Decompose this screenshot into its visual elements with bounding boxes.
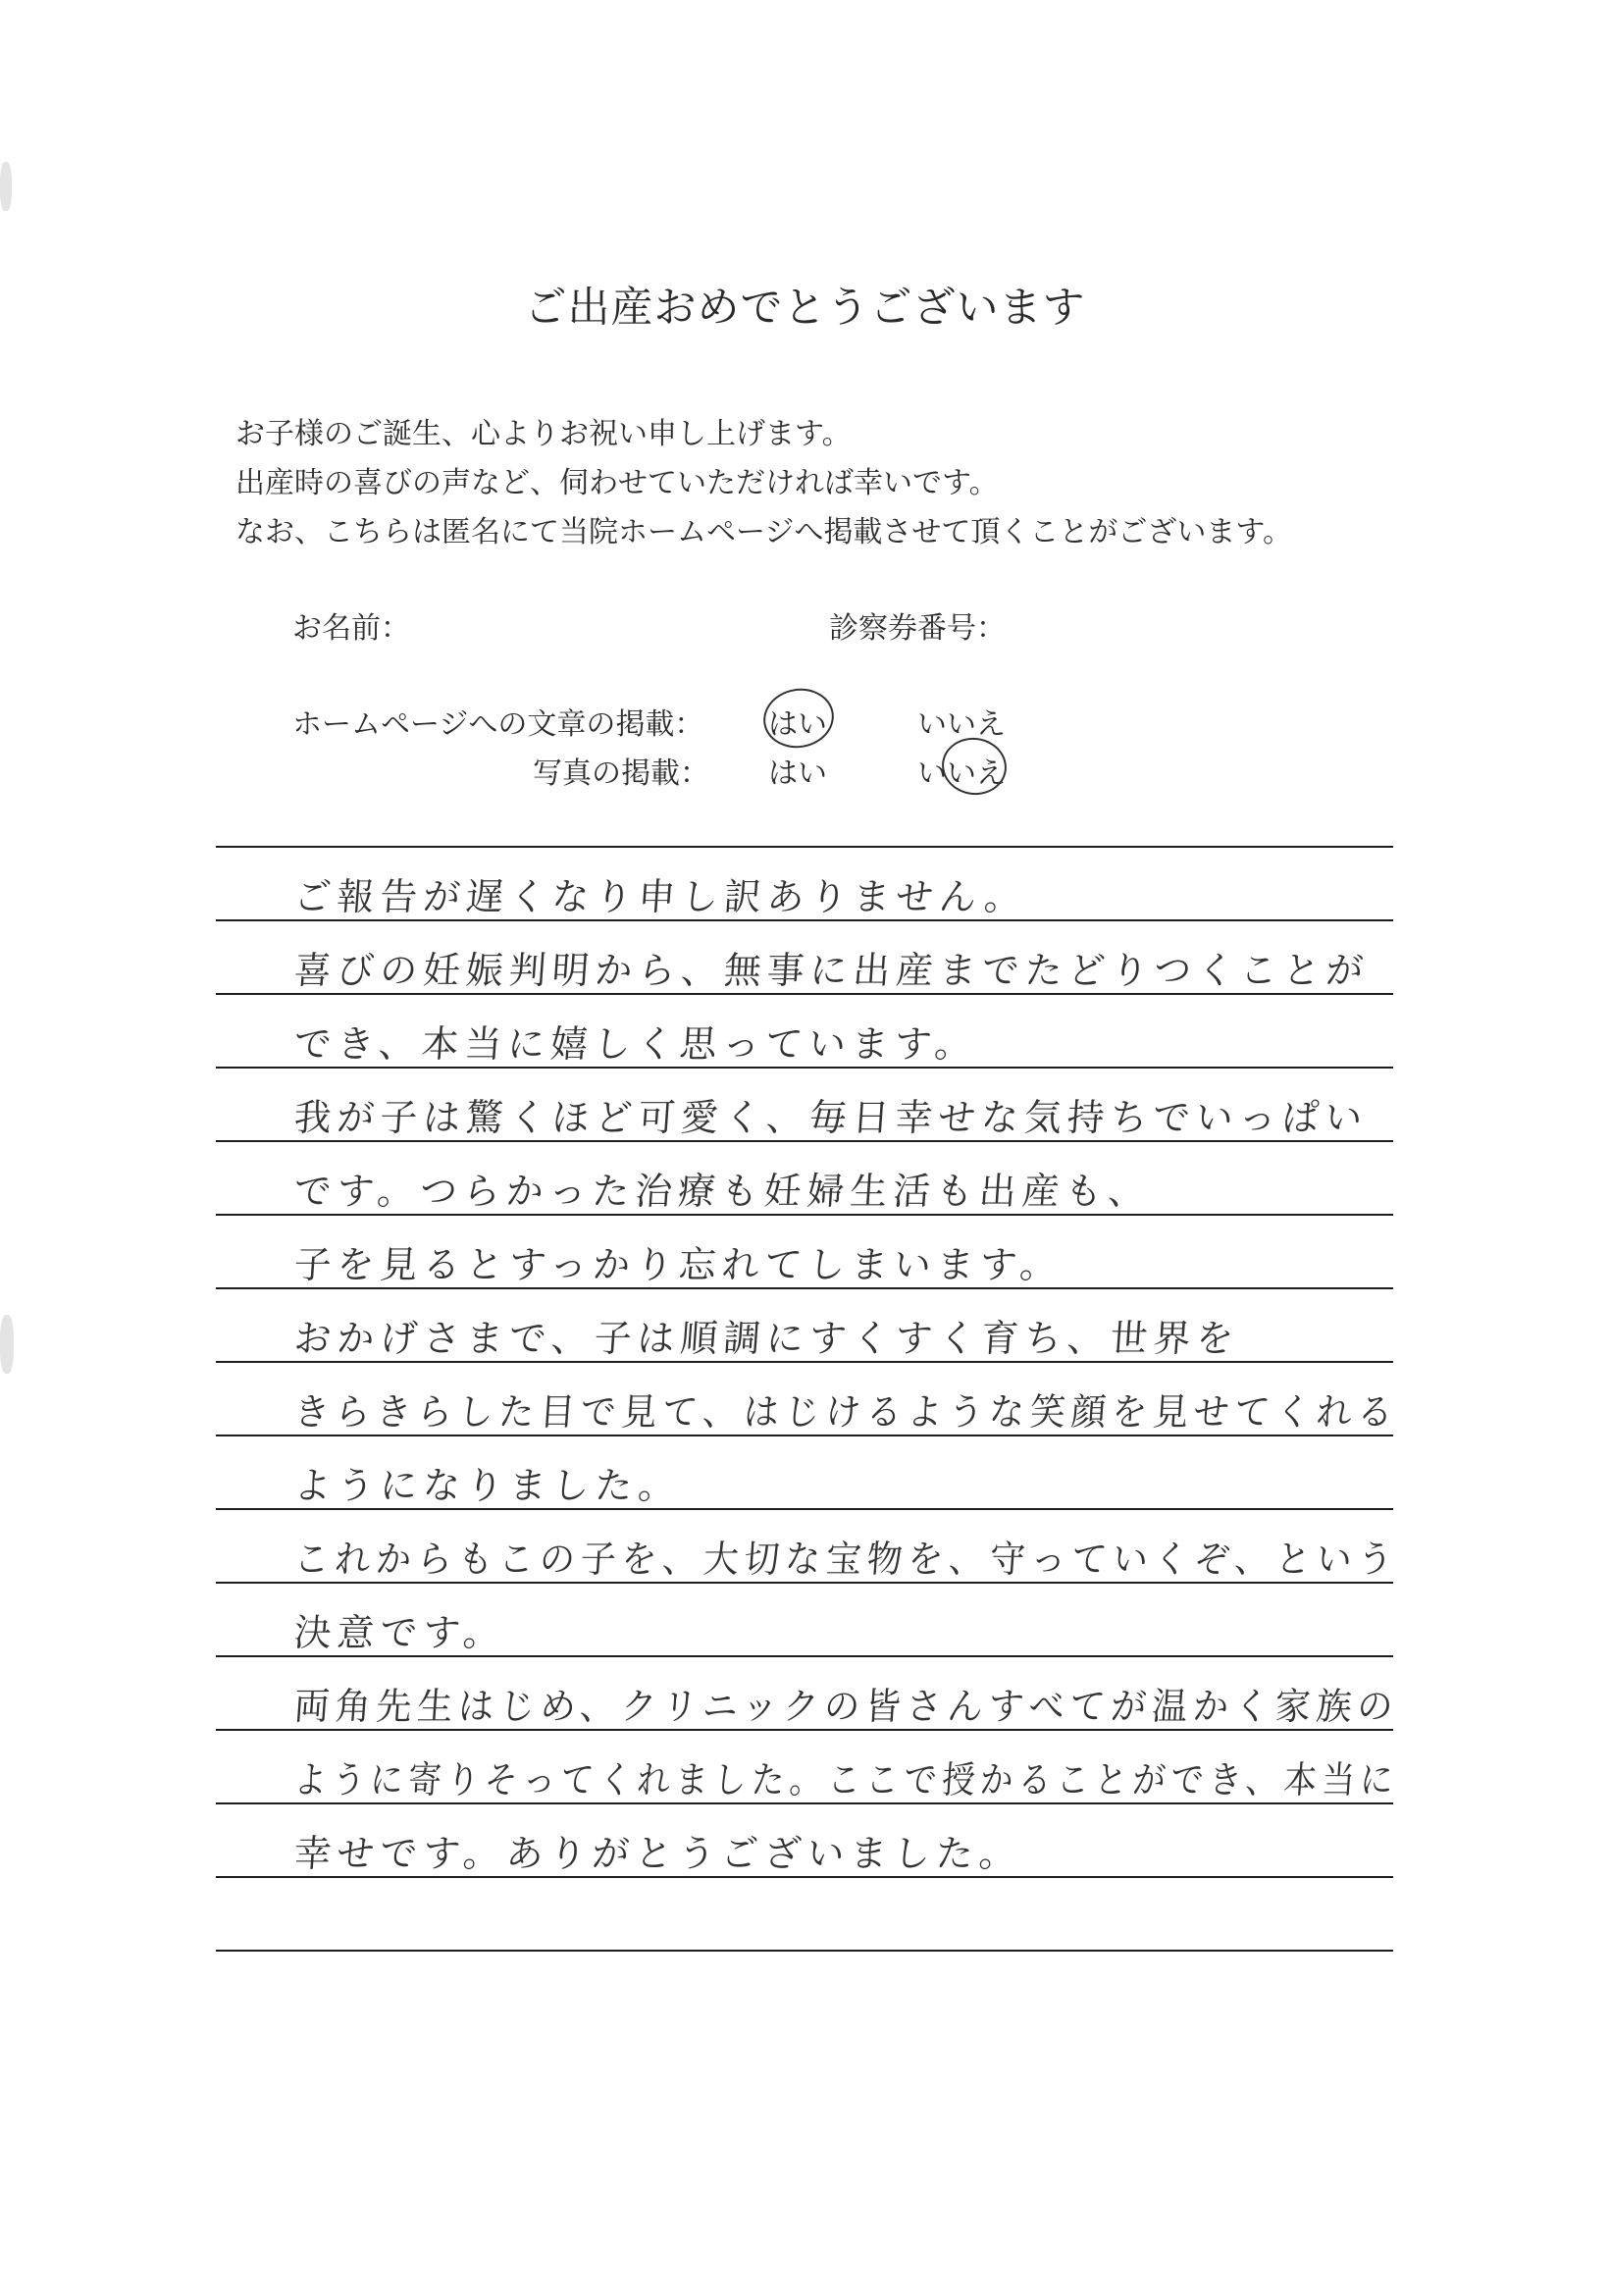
handwritten-line: 子を見るとすっかり忘れてしまいます。 (292, 1243, 1065, 1286)
text-consent-no: いいえ (917, 707, 1006, 742)
handwritten-line: 両角先生はじめ、クリニックの皆さんすべてが温かく家族の (292, 1685, 1400, 1728)
name-label: お名前： (292, 611, 410, 646)
text-consent-label: ホームページへの文章の掲載： (292, 707, 704, 742)
selected-circle-mark (758, 683, 838, 754)
handwritten-line: 喜びの妊娠判明から、無事に出産までたどりつくことが (292, 949, 1371, 992)
ruled-line (216, 846, 1393, 848)
handwritten-line: 決意です。 (292, 1611, 508, 1654)
scan-smudge (0, 162, 12, 211)
handwritten-line: 幸せです。ありがとうございました。 (292, 1832, 1024, 1875)
handwritten-line: です。つらかった治療も妊婦生活も出産も、 (292, 1170, 1153, 1213)
card-number-label: 診察券番号： (829, 611, 1006, 646)
handwritten-line: おかげさまで、子は順調にすくすく育ち、世界を (292, 1317, 1241, 1360)
intro-line: お子様のご誕生、心よりお祝い申し上げます。 (235, 417, 852, 451)
photo-consent-yes: はい (768, 757, 827, 791)
photo-consent-label: 写真の掲載： (533, 757, 709, 791)
ruled-line (216, 1950, 1393, 1952)
intro-line: 出産時の喜びの声など、伺わせていただければ幸いです。 (235, 466, 999, 500)
text-consent-yes: はい (768, 707, 827, 742)
intro-text (235, 410, 1292, 557)
handwritten-line: ように寄りそってくれました。ここで授かることができ、本当に (292, 1758, 1400, 1801)
photo-consent-no: いいえ (917, 757, 1006, 791)
intro-line: なお、こちらは匿名にて当院ホームページへ掲載させて頂くことがございます。 (235, 515, 1292, 549)
handwritten-line: でき、本当に嬉しく思っています。 (292, 1022, 979, 1066)
scan-smudge (0, 1315, 14, 1374)
handwritten-line: ようになりました。 (292, 1464, 683, 1507)
handwritten-line: ご報告が遅くなり申し訳ありません。 (292, 875, 1029, 918)
page-title: ご出産おめでとうございます (524, 284, 1086, 333)
handwritten-line: これからもこの子を、大切な宝物を、守っていくぞ、という (292, 1538, 1400, 1581)
handwritten-line: きらきらした目で見て、はじけるような笑顔を見せてくれる (292, 1390, 1400, 1434)
handwritten-line: 我が子は驚くほど可愛く、毎日幸せな気持ちでいっぱい (292, 1096, 1370, 1139)
